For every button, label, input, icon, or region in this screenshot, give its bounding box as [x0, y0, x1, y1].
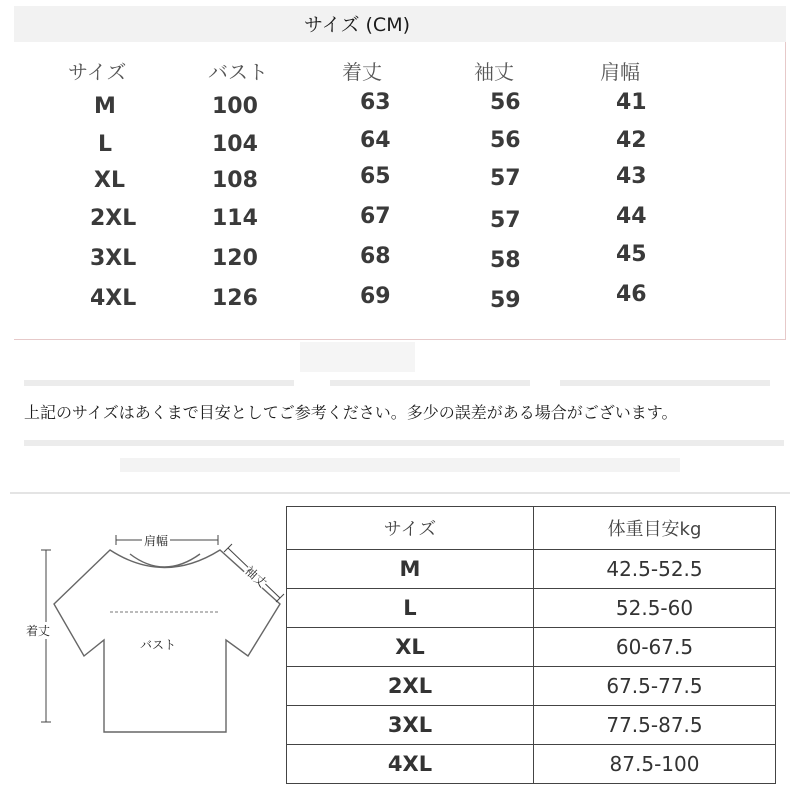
- shoulder-cell: 41: [616, 90, 647, 115]
- table-row: [287, 550, 776, 589]
- size-chart-title: サイズ (CM): [304, 14, 411, 36]
- faint-strip: [24, 380, 294, 386]
- length-cell: 67: [360, 204, 391, 229]
- length-cell: 64: [360, 128, 391, 153]
- weight-cell: 77.5-87.5: [534, 706, 776, 745]
- faint-strip: [330, 380, 530, 386]
- length-cell: 63: [360, 90, 391, 115]
- table-row: [287, 589, 776, 628]
- sleeve-label: 袖丈: [242, 563, 270, 591]
- shoulder-cell: 44: [616, 204, 647, 229]
- size-cell: 3XL: [287, 706, 534, 745]
- table-row: [287, 745, 776, 784]
- size-cell: M: [287, 550, 534, 589]
- table-row: [287, 628, 776, 667]
- length-header: 着丈: [342, 60, 382, 84]
- weight-cell: 67.5-77.5: [534, 667, 776, 706]
- size-cell: XL: [287, 628, 534, 667]
- size-header: サイズ: [68, 60, 127, 84]
- faint-artifact: [300, 342, 415, 372]
- size-cell: 4XL: [90, 286, 137, 311]
- faint-strip: [560, 380, 770, 386]
- weight-cell: 52.5-60: [534, 589, 776, 628]
- size-cell: 2XL: [90, 206, 137, 231]
- table-header-row: [287, 507, 776, 550]
- divider: [10, 492, 790, 494]
- bust-cell: 104: [212, 132, 258, 157]
- weight-cell: 42.5-52.5: [534, 550, 776, 589]
- length-cell: 68: [360, 244, 391, 269]
- bust-cell: 114: [212, 206, 258, 231]
- size-disclaimer-note: 上記のサイズはあくまで目安としてご参考ください。多少の誤差がある場合がございます。: [24, 403, 678, 422]
- size-cell: L: [98, 132, 113, 157]
- bust-cell: 100: [212, 94, 258, 119]
- size-cell: L: [287, 589, 534, 628]
- size-cell: 4XL: [287, 745, 534, 784]
- bust-cell: 120: [212, 246, 258, 271]
- length-cell: 65: [360, 164, 391, 189]
- bust-cell: 126: [212, 286, 258, 311]
- size-cell: 3XL: [90, 246, 137, 271]
- weight-cell: 87.5-100: [534, 745, 776, 784]
- faint-strip: [24, 440, 784, 446]
- weight-guide-table: [286, 506, 776, 784]
- shoulder-cell: 46: [616, 282, 647, 307]
- length-cell: 69: [360, 284, 391, 309]
- bust-header: バスト: [208, 60, 268, 84]
- size-cell: 2XL: [287, 667, 534, 706]
- table-row: [287, 667, 776, 706]
- faint-strip: [120, 458, 680, 472]
- shoulder-cell: 45: [616, 242, 647, 267]
- size-cell: XL: [94, 168, 125, 193]
- table-row: [287, 706, 776, 745]
- length-label: 着丈: [26, 624, 51, 638]
- weight-column-header: 体重目安kg: [534, 507, 776, 550]
- shoulder-cell: 43: [616, 164, 647, 189]
- sleeve-cell: 58: [490, 248, 521, 273]
- sleeve-cell: 56: [490, 128, 521, 153]
- shoulder-header: 肩幅: [600, 60, 640, 84]
- size-column-header: サイズ: [287, 507, 534, 550]
- shoulder-label: 肩幅: [144, 534, 169, 548]
- shoulder-cell: 42: [616, 128, 647, 153]
- tshirt-diagram: [14, 500, 294, 790]
- sleeve-cell: 56: [490, 90, 521, 115]
- weight-cell: 60-67.5: [534, 628, 776, 667]
- bust-label: バスト: [140, 638, 177, 652]
- sleeve-cell: 57: [490, 208, 521, 233]
- bust-cell: 108: [212, 168, 258, 193]
- sleeve-cell: 57: [490, 166, 521, 191]
- size-chart: [14, 6, 786, 340]
- size-cell: M: [94, 94, 116, 119]
- sleeve-header: 袖丈: [474, 60, 514, 84]
- sleeve-cell: 59: [490, 288, 521, 313]
